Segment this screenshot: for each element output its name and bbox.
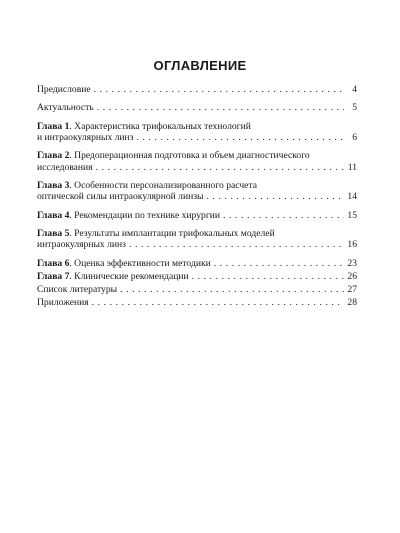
page-number: 26 [347, 270, 357, 282]
toc-entry-title: . Клинические рекомендации [69, 270, 189, 282]
page-number: 23 [347, 257, 357, 269]
chapter-label: Глава 2 [37, 150, 70, 162]
toc-entry-chapter-3[interactable] [37, 180, 357, 202]
toc-entry-chapter-7[interactable] [37, 271, 357, 282]
toc-title: ОГЛАВЛЕНИЕ [153, 58, 247, 73]
toc-entry-title: Актуальность [37, 102, 94, 114]
toc-entry-chapter-1[interactable] [37, 121, 357, 143]
table-of-contents [37, 84, 357, 316]
leader-dots [129, 239, 344, 250]
leader-dots [206, 191, 344, 202]
page-number: 11 [347, 161, 357, 173]
toc-entry-title: Список литературы [37, 283, 118, 295]
toc-entry-chapter-6[interactable] [37, 258, 357, 269]
toc-entry-references[interactable] [37, 284, 357, 295]
leader-dots [120, 284, 344, 295]
chapter-label: Глава 1 [37, 120, 70, 132]
toc-entry-chapter-2[interactable] [37, 150, 357, 172]
toc-entry-title-cont: оптической силы интраокулярной линзы [37, 191, 204, 203]
leader-dots [214, 258, 344, 269]
chapter-label: Глава 7 [37, 270, 70, 282]
toc-entry-title-cont: исследования [37, 161, 93, 173]
page-number: 6 [352, 131, 357, 143]
leader-dots [136, 132, 344, 143]
toc-entry-title-cont: интраокулярных линз [37, 239, 126, 251]
leader-dots [92, 297, 344, 308]
toc-entry-title-cont: и интраокулярных линз [37, 131, 134, 143]
chapter-label: Глава 4 [37, 209, 70, 221]
page-number: 16 [347, 239, 357, 251]
leader-dots [97, 102, 344, 113]
toc-entry-relevance[interactable] [37, 102, 357, 113]
page-number: 28 [347, 297, 357, 309]
leader-dots [94, 84, 344, 95]
toc-entry-title: . Предоперационная подготовка и объем диагностического [69, 150, 310, 162]
page-number: 4 [352, 84, 357, 95]
leader-dots [96, 162, 344, 173]
toc-entry-title: . Характеристика трифокальных технологий [69, 120, 251, 132]
toc-entry-chapter-5[interactable] [37, 228, 357, 250]
toc-entry-title: . Результаты имплантации трифокальных моделей [69, 227, 275, 239]
toc-entry-title: . Оценка эффективности методики [69, 257, 211, 269]
page-number: 14 [347, 191, 357, 203]
leader-dots [192, 271, 344, 282]
toc-entry-title: Приложения [37, 297, 89, 309]
toc-entry-title: . Особенности персонализированного расчета [69, 179, 258, 191]
page-number: 5 [352, 102, 357, 114]
toc-entry-title: Предисловие [37, 84, 91, 95]
chapter-label: Глава 5 [37, 227, 70, 239]
page-number: 27 [347, 283, 357, 295]
page-number: 15 [347, 209, 357, 221]
chapter-label: Глава 3 [37, 179, 70, 191]
toc-entry-preface[interactable] [37, 84, 357, 95]
chapter-label: Глава 6 [37, 257, 70, 269]
toc-entry-title: . Рекомендации по технике хирургии [69, 209, 221, 221]
toc-entry-appendices[interactable] [37, 297, 357, 308]
toc-entry-chapter-4[interactable] [37, 210, 357, 221]
leader-dots [223, 210, 344, 221]
